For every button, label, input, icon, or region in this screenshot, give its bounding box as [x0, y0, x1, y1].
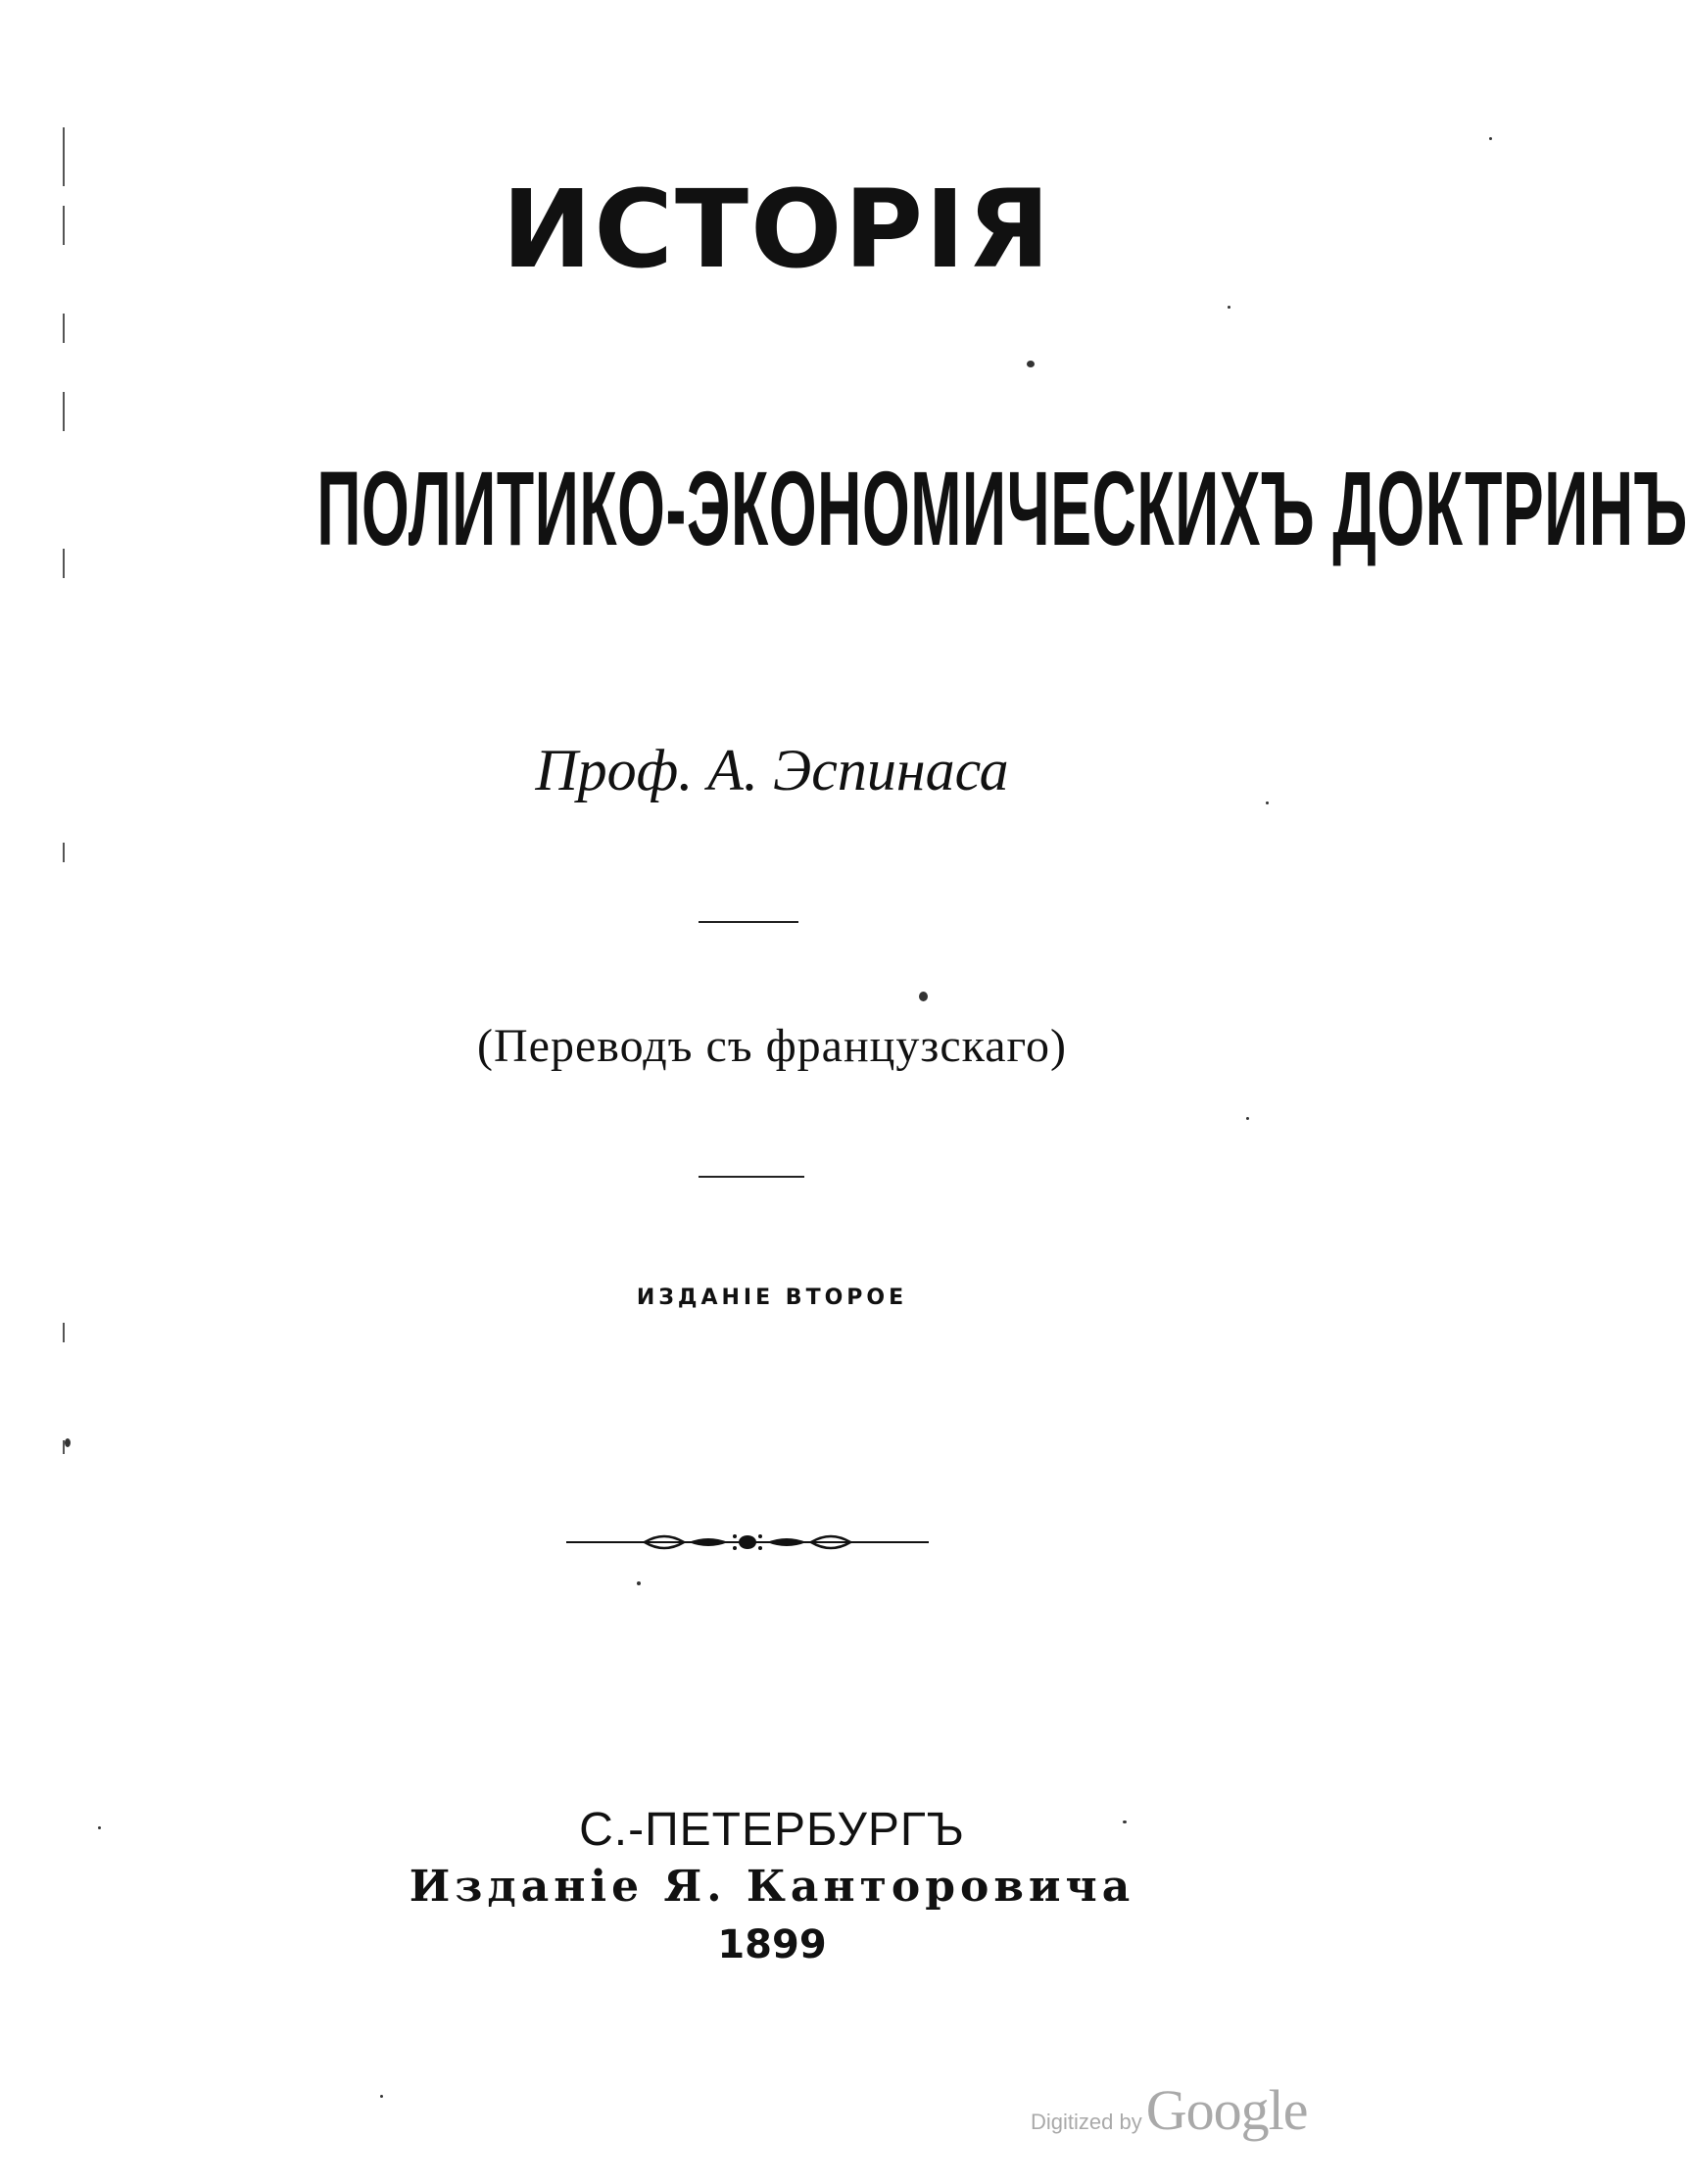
- author-line: Проф. А. Эспинаса: [535, 738, 1009, 802]
- translation-note: (Переводъ съ французскаго): [477, 1020, 1067, 1072]
- ink-speck: [1123, 1820, 1127, 1823]
- ink-speck: [919, 992, 928, 1001]
- ink-speck: [1246, 1117, 1249, 1120]
- scan-edge-mark: [63, 314, 65, 343]
- book-subtitle: ПОЛИТИКО-ЭКОНОМИЧЕСКИХЪ ДОКТРИНЪ: [316, 449, 1688, 567]
- scan-edge-mark: [63, 1323, 65, 1342]
- watermark-prefix: Digitized by: [1031, 2110, 1142, 2134]
- ink-speck: [1489, 137, 1492, 140]
- scan-edge-mark: [63, 843, 65, 862]
- scan-edge-mark: [63, 549, 65, 578]
- ink-speck: [1027, 361, 1035, 367]
- ink-speck: [637, 1581, 641, 1585]
- publisher-line: Изданіе Я. Канторовича: [409, 1862, 1135, 1912]
- scan-edge-mark: [63, 127, 65, 186]
- publication-city: С.-ПЕТЕРБУРГЪ: [579, 1804, 965, 1856]
- ink-speck: [65, 1438, 71, 1447]
- book-title: ИСТОРІЯ: [502, 167, 1052, 292]
- ink-speck: [380, 2095, 383, 2098]
- digitized-watermark: [1031, 2077, 1307, 2143]
- ornament-divider: [566, 1530, 929, 1554]
- watermark-brand: Google: [1145, 2078, 1308, 2142]
- edition-line: ИЗДАНІЕ ВТОРОЕ: [636, 1286, 908, 1310]
- publication-year: 1899: [717, 1922, 827, 1967]
- ink-speck: [1228, 306, 1230, 309]
- ink-speck: [1266, 801, 1269, 804]
- ink-speck: [98, 1826, 101, 1829]
- short-rule-bottom: [699, 1176, 804, 1178]
- scan-edge-mark: [63, 206, 65, 245]
- scan-edge-mark: [63, 392, 65, 431]
- short-rule-top: [699, 921, 798, 923]
